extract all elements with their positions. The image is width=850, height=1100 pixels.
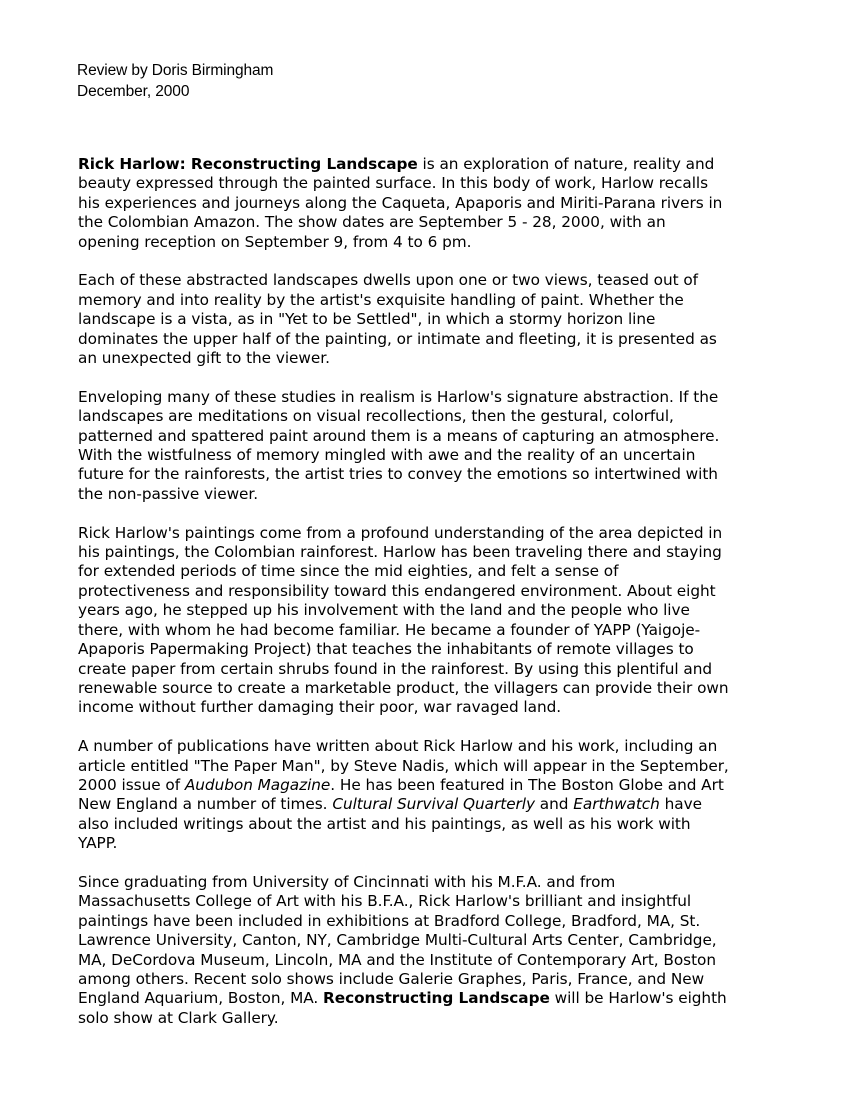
paragraph-landscapes bbox=[78, 271, 783, 368]
text-line: future for the rainforests, the artist tries to convey the emotions so intertwined with bbox=[78, 465, 718, 484]
text-line bbox=[78, 989, 783, 1008]
text-line: memory and into reality by the artist's exquisite handling of paint. Whether the bbox=[78, 290, 684, 309]
publication-title: Earthwatch bbox=[573, 795, 660, 814]
text-line: Enveloping many of these studies in realism is Harlow's signature abstraction. If the bbox=[78, 387, 719, 406]
paragraph-education bbox=[78, 873, 783, 1028]
text-line: his paintings, the Colombian rainforest. Harlow has been traveling there and staying bbox=[78, 543, 722, 562]
text-line: an unexpected gift to the viewer. bbox=[78, 349, 330, 368]
paragraph-publications bbox=[78, 737, 783, 853]
text-line: income without further damaging their poor, war ravaged land. bbox=[78, 698, 562, 717]
text-span: England Aquarium, Boston, MA. bbox=[78, 989, 324, 1008]
text-line: article entitled "The Paper Man", by Steve Nadis, which will appear in the September, bbox=[78, 756, 729, 775]
text-span: . He has been featured in The Boston Globe and Art bbox=[330, 775, 724, 794]
text-line bbox=[78, 776, 783, 795]
review-date: December, 2000 bbox=[77, 83, 190, 100]
text-line: beauty expressed through the painted surface. In this body of work, Harlow recalls bbox=[78, 174, 709, 193]
text-span: is an exploration of nature, reality and bbox=[417, 155, 715, 173]
text-line: Massachusetts College of Art with his B.F.A., Rick Harlow's brilliant and insightful bbox=[78, 892, 692, 911]
text-line bbox=[78, 155, 783, 174]
review-body bbox=[78, 155, 783, 1048]
text-line: landscapes are meditations on visual recollections, then the gestural, colorful, bbox=[78, 407, 674, 426]
text-line: Rick Harlow's paintings come from a profound understanding of the area depicted in bbox=[78, 523, 723, 542]
text-line: paintings have been included in exhibitions at Bradford College, Bradford, MA, St. bbox=[78, 911, 701, 930]
text-line: YAPP. bbox=[78, 834, 118, 853]
text-line: renewable source to create a marketable product, the villagers can provide their own bbox=[78, 678, 729, 697]
text-line: there, with whom he had become familiar. He became a founder of YAPP (Yaigoje- bbox=[78, 620, 701, 639]
text-line: opening reception on September 9, from 4 to 6 pm. bbox=[78, 232, 472, 251]
text-span: 2000 issue of bbox=[78, 775, 185, 794]
text-span: have bbox=[659, 795, 702, 814]
show-title: Rick Harlow: Reconstructing Landscape bbox=[78, 155, 418, 173]
text-line bbox=[78, 795, 783, 814]
text-line: Apaporis Papermaking Project) that teaches the inhabitants of remote villages to bbox=[78, 640, 694, 659]
text-line: With the wistfulness of memory mingled with awe and the reality of an uncertain bbox=[78, 446, 696, 465]
text-line: MA, DeCordova Museum, Lincoln, MA and the Institute of Contemporary Art, Boston bbox=[78, 950, 717, 969]
review-header bbox=[77, 60, 273, 102]
text-line: dominates the upper half of the painting, or intimate and fleeting, it is presented as bbox=[78, 329, 717, 348]
byline: Review by Doris Birmingham bbox=[77, 62, 274, 79]
text-line: A number of publications have written about Rick Harlow and his work, including an bbox=[78, 737, 718, 756]
text-line: for extended periods of time since the mid eighties, and felt a sense of bbox=[78, 562, 619, 581]
paragraph-intro bbox=[78, 155, 783, 252]
text-line: Lawrence University, Canton, NY, Cambridge Multi-Cultural Arts Center, Cambridge, bbox=[78, 931, 717, 950]
text-span: will be Harlow's eighth bbox=[549, 989, 727, 1008]
text-line: protectiveness and responsibility toward this endangered environment. About eight bbox=[78, 581, 716, 600]
show-title: Reconstructing Landscape bbox=[323, 989, 550, 1008]
text-span: New England a number of times. bbox=[78, 795, 333, 814]
text-line: Each of these abstracted landscapes dwells upon one or two views, teased out of bbox=[78, 271, 699, 290]
text-line: patterned and spattered paint around them is a means of capturing an atmosphere. bbox=[78, 426, 720, 445]
text-span: and bbox=[535, 795, 574, 814]
publication-title: Audubon Magazine bbox=[184, 775, 331, 794]
text-line: his experiences and journeys along the Caqueta, Apaporis and Miriti-Parana rivers in bbox=[78, 193, 723, 212]
text-line: the Colombian Amazon. The show dates are September 5 - 28, 2000, with an bbox=[78, 213, 666, 232]
paragraph-rainforest bbox=[78, 524, 783, 718]
text-line: Since graduating from University of Cincinnati with his M.F.A. and from bbox=[78, 872, 616, 891]
text-line: the non-passive viewer. bbox=[78, 484, 259, 503]
publication-title: Cultural Survival Quarterly bbox=[332, 795, 535, 814]
text-line: years ago, he stepped up his involvement with the land and the people who live bbox=[78, 601, 690, 620]
text-line: landscape is a vista, as in "Yet to be Settled", in which a stormy horizon line bbox=[78, 310, 656, 329]
text-line: solo show at Clark Gallery. bbox=[78, 1008, 279, 1027]
text-line: among others. Recent solo shows include Galerie Graphes, Paris, France, and New bbox=[78, 969, 705, 988]
paragraph-abstraction bbox=[78, 388, 783, 504]
text-line: also included writings about the artist and his paintings, as well as his work with bbox=[78, 814, 691, 833]
text-line: create paper from certain shrubs found in the rainforest. By using this plentiful and bbox=[78, 659, 713, 678]
